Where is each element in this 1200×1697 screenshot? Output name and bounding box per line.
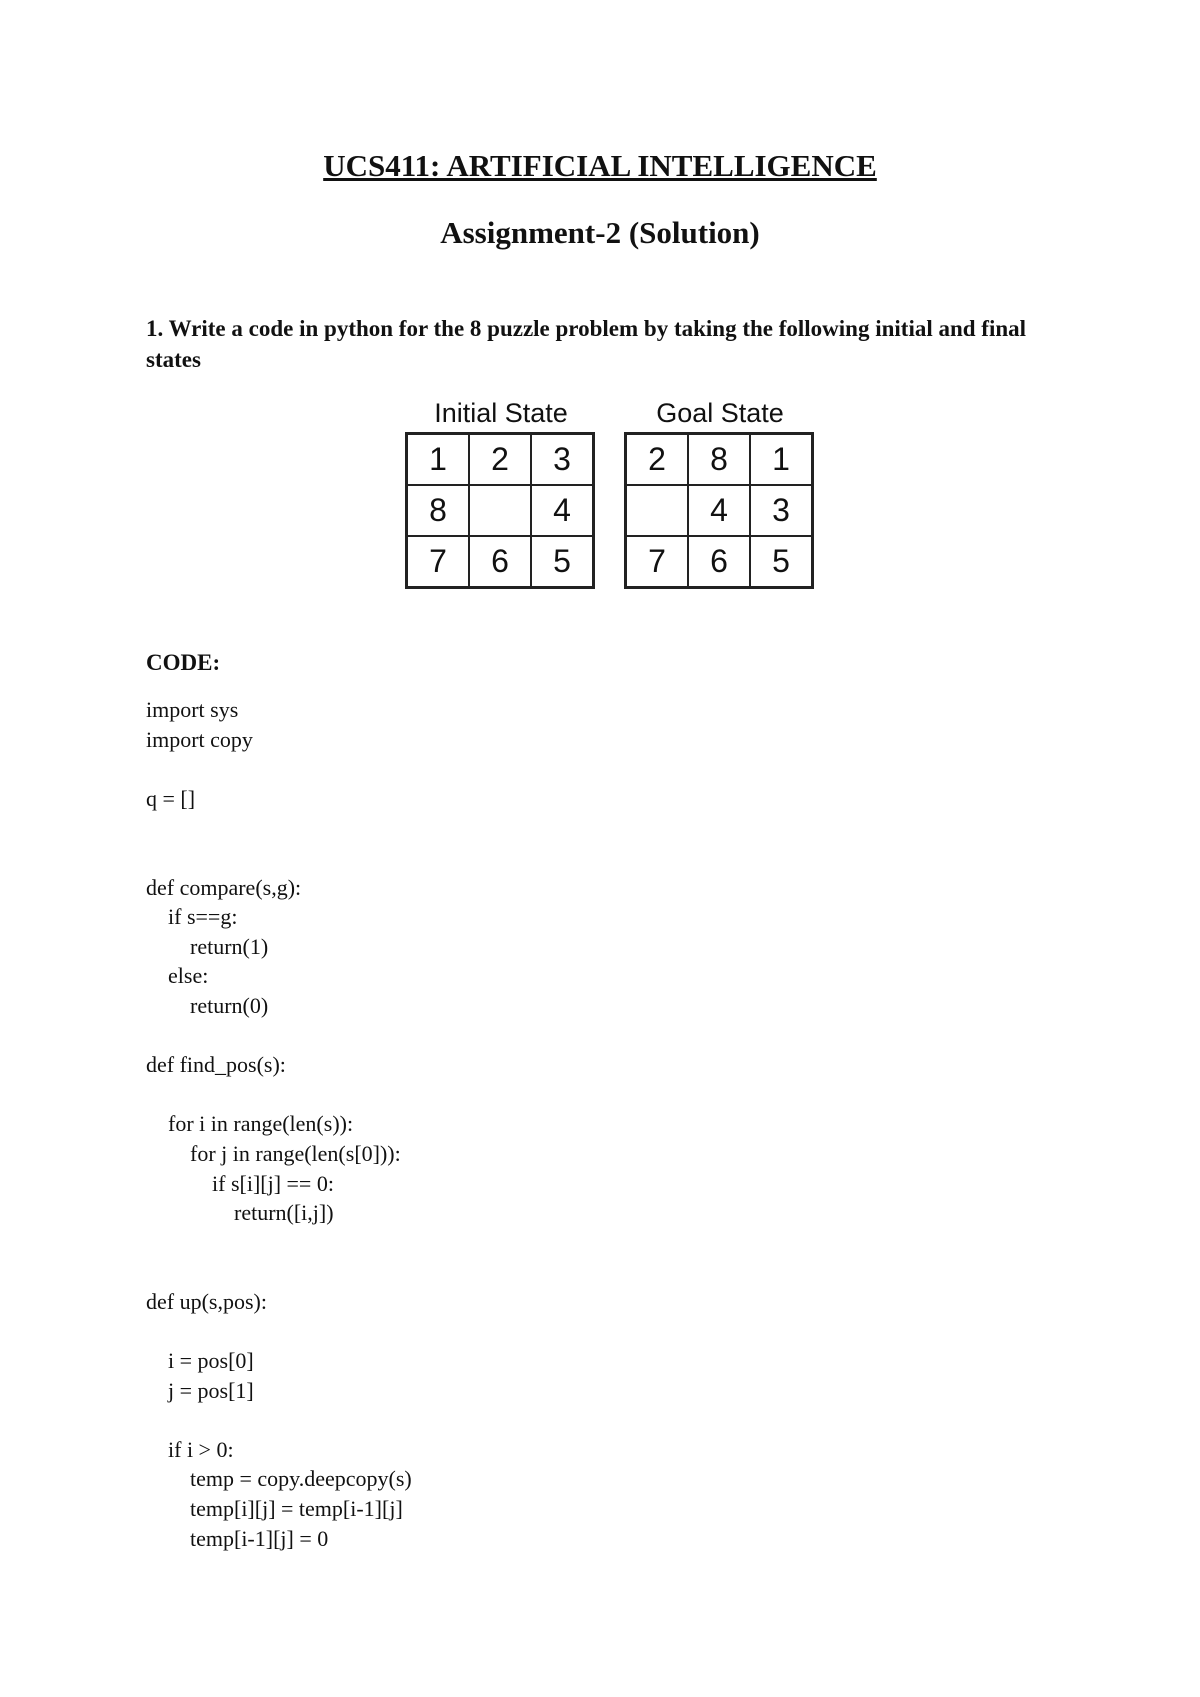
goal-cell-3 xyxy=(626,485,688,536)
code-block xyxy=(146,695,412,1553)
code-line xyxy=(146,1316,412,1346)
code-line: if i > 0: xyxy=(146,1436,234,1462)
code-line: temp[i-1][j] = 0 xyxy=(146,1525,329,1551)
initial-cell-7: 6 xyxy=(469,536,531,587)
goal-cell-5: 3 xyxy=(750,485,812,536)
initial-cell-1: 2 xyxy=(469,434,531,485)
initial-cell-5: 4 xyxy=(531,485,593,536)
goal-cell-7: 6 xyxy=(688,536,750,587)
initial-cell-6: 7 xyxy=(407,536,469,587)
code-line: j = pos[1] xyxy=(146,1377,254,1403)
goal-cell-1: 8 xyxy=(688,434,750,485)
assignment-title: Assignment-2 (Solution) xyxy=(440,215,760,250)
code-line: import sys xyxy=(146,697,239,722)
goal-state-label: Goal State xyxy=(656,398,784,428)
code-line xyxy=(146,813,412,843)
goal-cell-0: 2 xyxy=(626,434,688,485)
code-line: def find_pos(s): xyxy=(146,1052,286,1078)
code-line: q = [] xyxy=(146,785,196,811)
initial-cell-0: 1 xyxy=(407,434,469,485)
code-line xyxy=(146,1228,412,1258)
code-line: return(0) xyxy=(146,992,269,1018)
code-line xyxy=(146,1021,412,1051)
code-line: temp = copy.deepcopy(s) xyxy=(146,1466,412,1492)
initial-cell-4 xyxy=(469,485,531,536)
goal-cell-8: 5 xyxy=(750,536,812,587)
code-line: if s==g: xyxy=(146,904,238,930)
code-line: def up(s,pos): xyxy=(146,1288,267,1314)
code-line xyxy=(146,1080,412,1110)
code-line xyxy=(146,754,412,784)
code-line: i = pos[0] xyxy=(146,1348,254,1374)
goal-state-figure xyxy=(624,396,816,589)
code-line xyxy=(146,1405,412,1435)
initial-cell-3: 8 xyxy=(407,485,469,536)
initial-cell-2: 3 xyxy=(531,434,593,485)
initial-state-grid xyxy=(405,432,595,589)
goal-cell-6: 7 xyxy=(626,536,688,587)
code-line: for i in range(len(s)): xyxy=(146,1111,354,1137)
code-line: def compare(s,g): xyxy=(146,874,302,900)
question-text: 1. Write a code in python for the 8 puzzle problem by taking the following initial and final states xyxy=(146,316,1027,372)
goal-cell-4: 4 xyxy=(688,485,750,536)
code-line: for j in range(len(s[0])): xyxy=(146,1140,401,1166)
code-line: else: xyxy=(146,963,209,989)
code-line: return(1) xyxy=(146,933,269,959)
code-line: if s[i][j] == 0: xyxy=(146,1170,334,1196)
initial-cell-8: 5 xyxy=(531,536,593,587)
code-heading: CODE: xyxy=(146,650,221,675)
initial-state-label: Initial State xyxy=(434,398,568,428)
initial-state-figure xyxy=(405,396,597,589)
code-line xyxy=(146,843,412,873)
code-line xyxy=(146,1257,412,1287)
course-title: UCS411: ARTIFICIAL INTELLIGENCE xyxy=(323,148,877,183)
code-line: return([i,j]) xyxy=(146,1200,334,1226)
code-line: temp[i][j] = temp[i-1][j] xyxy=(146,1496,403,1522)
code-line: import copy xyxy=(146,726,253,752)
goal-cell-2: 1 xyxy=(750,434,812,485)
goal-state-grid xyxy=(624,432,814,589)
